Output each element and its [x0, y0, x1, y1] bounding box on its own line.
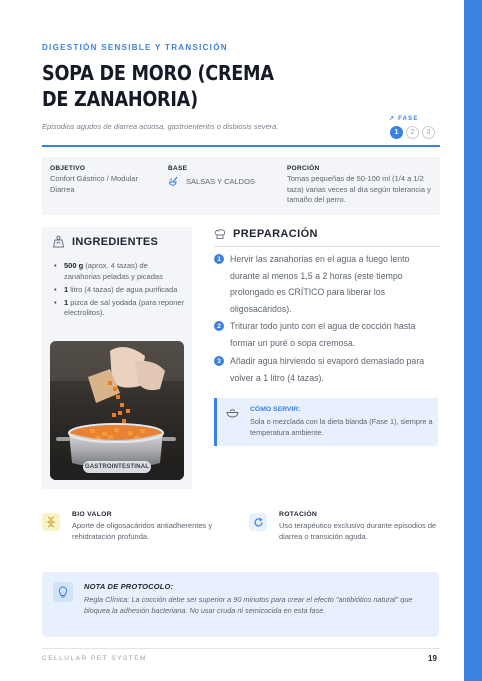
recipe-title: SOPA DE MORO (CREMA DE ZANAHORIA): [42, 61, 274, 111]
note-text: Regla Clínica: La cocción debe ser superior a 90 minutos para crear el efecto "antibiótico natural" que bloquea la adhesión bacteriana. No usar cruda ni semicocida en esta fase.: [84, 595, 413, 615]
scale-icon: [52, 235, 65, 248]
rotacion-label: ROTACIÓN: [279, 511, 318, 518]
ingredients-list: [54, 261, 186, 321]
serving-callout: [214, 398, 438, 446]
step-number: 3: [214, 356, 224, 366]
footer-divider: [42, 648, 440, 649]
rotacion-feature: [249, 511, 441, 542]
ingredient-text: litro (4 tazas) de agua purificada: [68, 284, 178, 294]
step-number: 2: [214, 321, 224, 331]
note-label: NOTA DE PROTOCOLO:: [84, 582, 174, 591]
serving-label: CÓMO SERVIR:: [250, 406, 301, 413]
ingredient-item: [54, 285, 186, 296]
fase-dot-1: 1: [390, 126, 403, 139]
bio-valor-feature: [42, 511, 232, 542]
step-text: Triturar todo junto con el agua de cocción hasta formar un puré o sopa cremosa.: [230, 321, 416, 348]
info-panel: [42, 157, 440, 215]
ingredients-title: INGREDIENTES: [72, 235, 159, 248]
porcion-label: PORCIÓN: [287, 165, 320, 172]
fase-indicator: [390, 126, 435, 139]
bio-valor-label: BIO VALOR: [72, 511, 112, 518]
ingredient-qty: 1: [64, 297, 69, 307]
ingredient-text: (aprox. 4 tazas) de zanahorias peladas y picadas: [64, 261, 163, 281]
base-block: [168, 165, 278, 188]
fase-label: ↗ FASE: [389, 116, 419, 122]
prep-step: [214, 251, 440, 317]
objetivo-label: OBJETIVO: [50, 165, 86, 172]
section-kicker: DIGESTIÓN SENSIBLE Y TRANSICIÓN: [42, 43, 228, 52]
ladle-icon: [168, 176, 180, 188]
prep-step: [214, 318, 440, 351]
page-number: 19: [428, 654, 437, 663]
dna-icon: [42, 513, 60, 531]
step-text: Hervir las zanahorias en el agua a fuego lento durante al menos 1,5 a 2 horas (este tiempo prolongado es CRÍTICO para liberar los oligosacáridos).: [230, 254, 410, 314]
bio-valor-text: Aporte de oligosacáridos antiadherentes y rehidratación profunda.: [72, 521, 213, 541]
prep-step: [214, 353, 440, 386]
ingredient-qty: 1: [64, 284, 69, 294]
serving-text: Sola o mezclada con la dieta blanda (Fase 1), siempre a temperatura ambiente.: [250, 417, 433, 437]
carrots-pot-illustration: [50, 341, 184, 480]
fase-dot-3: 3: [422, 126, 435, 139]
preparation-header: [214, 228, 318, 240]
ingredient-qty: 500 g: [64, 261, 84, 270]
preparation-title: PREPARACIÓN: [233, 228, 318, 240]
objetivo-text: Confort Gástrico / Modular Diarrea: [50, 174, 138, 194]
recipe-subtitle: Episodios agudos de diarrea acuosa, gastroenteritis o disbiosis severa.: [42, 122, 279, 131]
objetivo-block: [50, 165, 160, 195]
lightbulb-icon: [53, 582, 73, 602]
porcion-text: Tomas pequeñas de 50-100 ml (1/4 a 1/2 taza) varias veces al día según tolerancia y tamaño del perro.: [287, 174, 431, 204]
ingredient-item: [54, 261, 186, 282]
ingredient-text: pizca de sal yodada (para reponer electrolitos).: [64, 297, 185, 317]
footer-brand: CELLULAR PET SYSTEM: [42, 655, 147, 662]
step-number: 1: [214, 254, 224, 264]
step-text: Añadir agua hirviendo si evaporó demasiado para volver a 1 litro (4 tazas).: [230, 356, 425, 383]
recipe-photo: [50, 341, 184, 480]
porcion-block: [287, 165, 435, 206]
rotacion-text: Uso terapéutico exclusivo durante episodios de diarrea o transición aguda.: [279, 521, 437, 541]
refresh-icon: [249, 513, 267, 531]
base-label: BASE: [168, 165, 188, 172]
bowl-icon: [226, 408, 239, 418]
fase-dot-2: 2: [406, 126, 419, 139]
protocol-note: [42, 572, 439, 637]
preparation-divider: [214, 246, 440, 247]
base-text: SALSAS Y CALDOS: [186, 176, 255, 186]
header-divider: [42, 145, 440, 147]
chef-hat-icon: [214, 228, 226, 240]
side-accent-bar: [464, 0, 482, 681]
ingredient-item: [54, 298, 186, 319]
category-badge: GASTROINTESTINAL: [83, 461, 151, 473]
